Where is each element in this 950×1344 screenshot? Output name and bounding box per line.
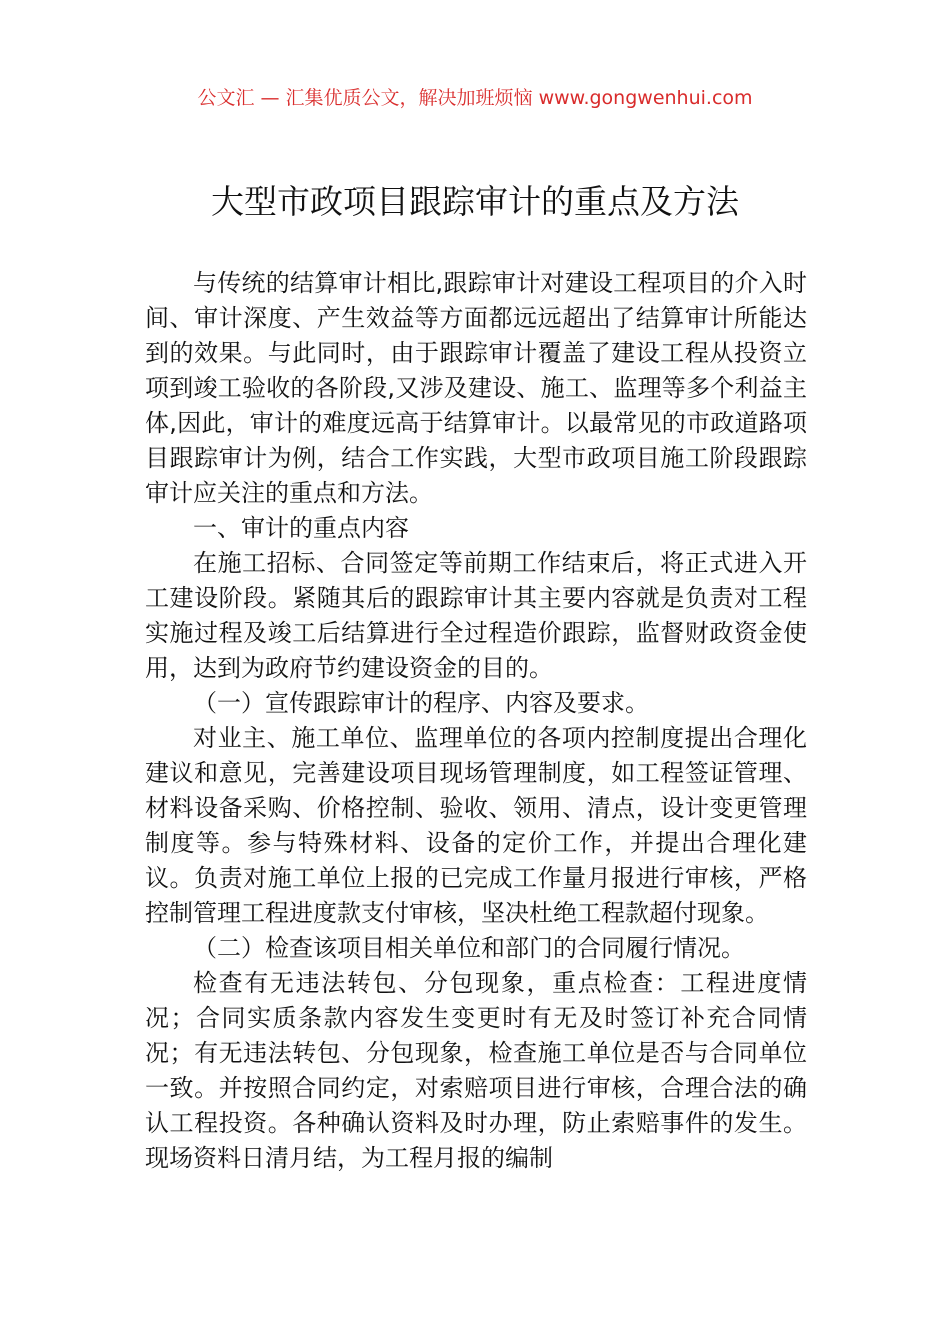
subsection-heading-1: （一）宣传跟踪审计的程序、内容及要求。 (193, 689, 649, 717)
document-body (145, 266, 807, 1176)
subsection-heading-2: （二）检查该项目相关单位和部门的合同履行情况。 (193, 934, 745, 962)
subsection-1-paragraph: 对业主、施工单位、监理单位的各项内控制度提出合理化建议和意见，完善建设项目现场管理制度，如工程签证管理、材料设备采购、价格控制、验收、领用、清点，设计变更管理制度等。参与特殊材料、设备的定价工作，并提出合理化建议。负责对施工单位上报的已完成工作量月报进行审核，严格控制管理工程进度款支付审核，坚决杜绝工程款超付现象。 (145, 724, 807, 927)
section-heading-1: 一、审计的重点内容 (193, 514, 409, 542)
header-banner: 公文汇 — 汇集优质公文，解决加班烦恼 www.gongwenhui.com (197, 87, 753, 109)
intro-paragraph: 与传统的结算审计相比,跟踪审计对建设工程项目的介入时间、审计深度、产生效益等方面都远远超出了结算审计所能达到的效果。与此同时，由于跟踪审计覆盖了建设工程从投资立项到竣工验收的各阶段,又涉及建设、施工、监理等多个利益主体,因此，审计的难度远高于结算审计。以最常见的市政道路项目跟踪审计为例，结合工作实践，大型市政项目施工阶段跟踪审计应关注的重点和方法。 (145, 269, 807, 507)
section-1-paragraph: 在施工招标、合同签定等前期工作结束后，将正式进入开工建设阶段。紧随其后的跟踪审计其主要内容就是负责对工程实施过程及竣工后结算进行全过程造价跟踪，监督财政资金使用，达到为政府节约建设资金的目的。 (145, 549, 807, 682)
subsection-2-paragraph: 检查有无违法转包、分包现象，重点检查：工程进度情况；合同实质条款内容发生变更时有无及时签订补充合同情况；有无违法转包、分包现象，检查施工单位是否与合同单位一致。并按照合同约定，对索赔项目进行审核，合理合法的确认工程投资。各种确认资料及时办理，防止索赔事件的发生。现场资料日清月结，为工程月报的编制 (145, 969, 807, 1172)
document-title: 大型市政项目跟踪审计的重点及方法 (211, 182, 739, 221)
